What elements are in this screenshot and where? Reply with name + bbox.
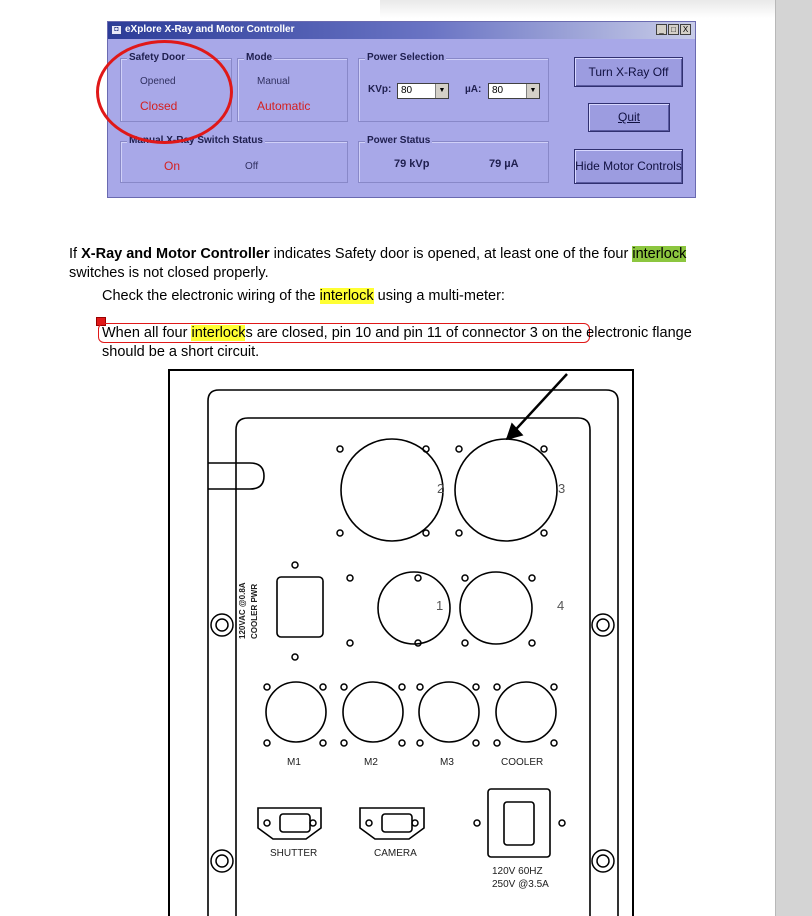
paragraph-safety-door xyxy=(69,245,686,264)
mode-automatic: Automatic xyxy=(257,99,311,113)
mode-group xyxy=(237,52,348,122)
paragraph-pins xyxy=(102,324,692,343)
power-selection-title: Power Selection xyxy=(367,52,445,63)
ua-value: 80 xyxy=(492,85,504,96)
quit-button[interactable]: Quit xyxy=(588,103,670,132)
shutter-port xyxy=(258,808,321,839)
safety-door-closed: Closed xyxy=(140,99,178,113)
connector-number-3: 3 xyxy=(558,481,566,496)
motor-connector-m3 xyxy=(419,682,479,742)
connector-4 xyxy=(460,572,532,644)
camera-port xyxy=(360,808,424,839)
safety-door-opened: Opened xyxy=(140,76,176,87)
kvp-select[interactable] xyxy=(397,83,449,99)
flange-drawing xyxy=(170,371,634,916)
cooler-pwr-socket xyxy=(277,577,323,637)
p1-text-b: indicates Safety door is opened, at least one of the four xyxy=(269,246,633,262)
power-inlet-inner xyxy=(504,802,534,845)
flange-diagram xyxy=(168,369,634,916)
manual-switch-on: On xyxy=(164,159,181,173)
p3-line2: should be a short circuit. xyxy=(102,344,260,360)
mode-title: Mode xyxy=(246,52,273,63)
chevron-down-icon: ▼ xyxy=(435,84,448,98)
p1-line2: switches is not closed properly. xyxy=(69,265,269,281)
p3-highlight: interlock xyxy=(191,325,246,341)
label-camera: CAMERA xyxy=(374,848,417,859)
camera-inner xyxy=(382,814,412,832)
inner-plate-outline xyxy=(236,418,590,916)
label-power-1: 120V 60HZ xyxy=(492,866,543,877)
hide-motor-controls-button[interactable]: Hide Motor Controls xyxy=(574,149,683,184)
connector-3 xyxy=(455,439,557,541)
connector-2 xyxy=(341,439,443,541)
viewer-gutter xyxy=(775,0,812,916)
p2-text-a: Check the electronic wiring of the xyxy=(102,288,320,304)
cooler-pwr-rating: 120VAC @0.8A xyxy=(238,582,247,639)
p1-bold: X-Ray and Motor Controller xyxy=(81,246,270,262)
p2-highlight: interlock xyxy=(319,288,374,304)
p1-highlight: interlock xyxy=(632,246,687,262)
ua-label: µA: xyxy=(465,84,482,95)
p3-text-b: s are closed, pin 10 and pin 11 of connector 3 on the electronic flange xyxy=(245,325,692,341)
turn-xray-off-button[interactable]: Turn X-Ray Off xyxy=(574,57,683,87)
shutter-inner xyxy=(280,814,310,832)
minimize-button[interactable]: _ xyxy=(656,24,667,35)
connector-number-4: 4 xyxy=(557,598,565,613)
p2-text-b: using a multi-meter: xyxy=(373,288,505,304)
kvp-label: KVp: xyxy=(368,84,392,95)
manual-switch-group xyxy=(120,135,348,183)
power-status-ua: 79 µA xyxy=(489,158,519,170)
safety-door-title: Safety Door xyxy=(129,52,186,63)
label-power-2: 250V @3.5A xyxy=(492,879,549,890)
window-titlebar xyxy=(108,22,695,39)
power-status-kvp: 79 kVp xyxy=(394,158,430,170)
power-status-title: Power Status xyxy=(367,135,431,146)
motor-connector-m2 xyxy=(343,682,403,742)
highlight-circle xyxy=(96,40,233,144)
ua-select[interactable] xyxy=(488,83,540,99)
manual-switch-off: Off xyxy=(245,161,259,172)
page-top-shadow xyxy=(380,0,775,18)
app-icon: ◘ xyxy=(111,25,122,35)
mode-manual: Manual xyxy=(257,76,290,87)
label-cooler: COOLER xyxy=(501,757,544,768)
power-inlet xyxy=(488,789,550,857)
window-controls xyxy=(656,24,691,35)
label-m2: M2 xyxy=(364,757,378,768)
motor-connector-cooler xyxy=(496,682,556,742)
cooler-pwr-label: COOLER PWR xyxy=(250,583,259,639)
connector-number-2: 2 xyxy=(437,481,445,496)
window-title: eXplore X-Ray and Motor Controller xyxy=(125,24,295,35)
manual-switch-title: Manual X-Ray Switch Status xyxy=(129,135,263,146)
p1-text-a: If xyxy=(69,246,82,262)
close-button[interactable]: X xyxy=(680,24,691,35)
maximize-button[interactable]: □ xyxy=(668,24,679,35)
label-m3: M3 xyxy=(440,757,454,768)
p3-text-a: When all four xyxy=(102,325,192,341)
motor-connector-m1 xyxy=(266,682,326,742)
connector-number-1: 1 xyxy=(436,598,444,613)
label-shutter: SHUTTER xyxy=(270,848,318,859)
kvp-value: 80 xyxy=(401,85,413,96)
power-selection-group xyxy=(358,52,549,122)
label-m1: M1 xyxy=(287,757,301,768)
chevron-down-icon: ▼ xyxy=(526,84,539,98)
paragraph-check-wiring xyxy=(102,287,505,306)
power-status-group xyxy=(358,135,549,183)
